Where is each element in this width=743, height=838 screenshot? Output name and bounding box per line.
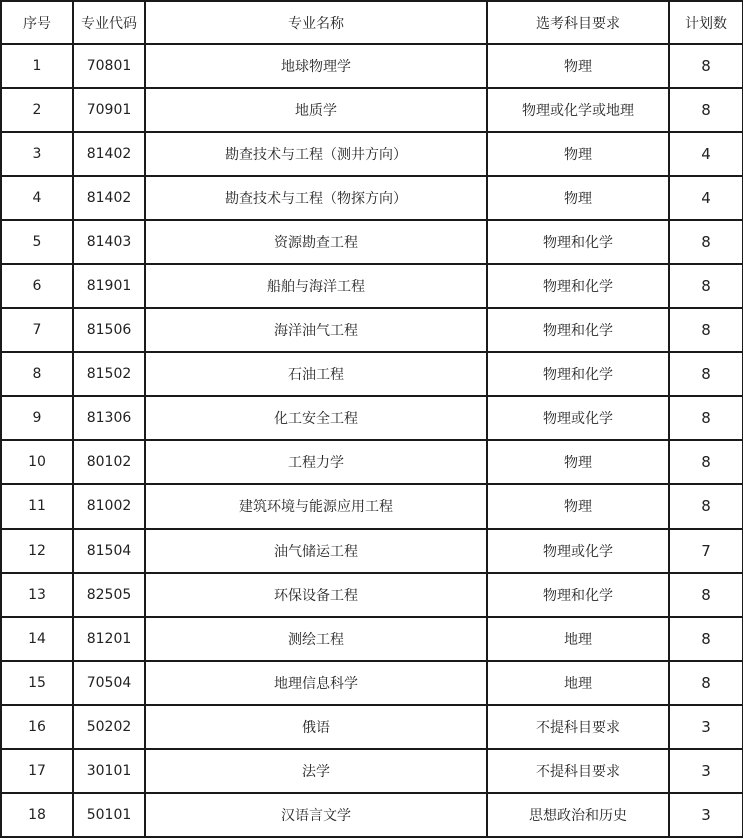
cell-major-name: 石油工程 — [145, 352, 487, 396]
cell-major-name: 建筑环境与能源应用工程 — [145, 484, 487, 528]
header-row — [1, 1, 743, 44]
cell-subject-requirement: 物理和化学 — [487, 220, 669, 264]
cell-seq: 15 — [1, 661, 73, 705]
table-row — [1, 749, 743, 793]
table-row — [1, 308, 743, 352]
cell-subject-requirement: 物理和化学 — [487, 308, 669, 352]
cell-major-code: 70901 — [73, 88, 145, 132]
table-row — [1, 88, 743, 132]
table-header — [1, 1, 743, 44]
cell-subject-requirement: 思想政治和历史 — [487, 793, 669, 837]
cell-plan-count: 3 — [669, 793, 743, 837]
cell-subject-requirement: 地理 — [487, 617, 669, 661]
table-row — [1, 44, 743, 88]
cell-plan-count: 7 — [669, 529, 743, 573]
cell-plan-count: 3 — [669, 749, 743, 793]
cell-major-code: 50202 — [73, 705, 145, 749]
table-row — [1, 440, 743, 484]
table-body — [1, 44, 743, 837]
cell-major-code: 70801 — [73, 44, 145, 88]
cell-seq: 2 — [1, 88, 73, 132]
cell-subject-requirement: 物理 — [487, 132, 669, 176]
table-row — [1, 352, 743, 396]
cell-major-name: 化工安全工程 — [145, 396, 487, 440]
cell-plan-count: 8 — [669, 661, 743, 705]
cell-major-name: 环保设备工程 — [145, 573, 487, 617]
cell-plan-count: 4 — [669, 132, 743, 176]
cell-seq: 11 — [1, 484, 73, 528]
cell-subject-requirement: 不提科目要求 — [487, 749, 669, 793]
table-row — [1, 573, 743, 617]
cell-major-name: 俄语 — [145, 705, 487, 749]
cell-major-name: 资源勘查工程 — [145, 220, 487, 264]
cell-major-name: 油气储运工程 — [145, 529, 487, 573]
cell-major-name: 勘查技术与工程（测井方向） — [145, 132, 487, 176]
cell-major-code: 81402 — [73, 176, 145, 220]
cell-subject-requirement: 物理 — [487, 484, 669, 528]
cell-major-code: 81504 — [73, 529, 145, 573]
cell-seq: 4 — [1, 176, 73, 220]
cell-major-name: 汉语言文学 — [145, 793, 487, 837]
cell-plan-count: 8 — [669, 220, 743, 264]
cell-subject-requirement: 物理和化学 — [487, 573, 669, 617]
header-subject-requirement: 选考科目要求 — [487, 1, 669, 44]
cell-subject-requirement: 不提科目要求 — [487, 705, 669, 749]
cell-seq: 14 — [1, 617, 73, 661]
cell-major-name: 勘查技术与工程（物探方向） — [145, 176, 487, 220]
cell-subject-requirement: 地理 — [487, 661, 669, 705]
cell-plan-count: 8 — [669, 308, 743, 352]
table-row — [1, 484, 743, 528]
cell-subject-requirement: 物理或化学或地理 — [487, 88, 669, 132]
header-plan-count: 计划数 — [669, 1, 743, 44]
cell-major-name: 船舶与海洋工程 — [145, 264, 487, 308]
header-seq: 序号 — [1, 1, 73, 44]
cell-major-code: 82505 — [73, 573, 145, 617]
cell-seq: 3 — [1, 132, 73, 176]
cell-major-name: 工程力学 — [145, 440, 487, 484]
cell-major-name: 测绘工程 — [145, 617, 487, 661]
cell-major-code: 30101 — [73, 749, 145, 793]
table-row — [1, 661, 743, 705]
table-row — [1, 220, 743, 264]
cell-seq: 17 — [1, 749, 73, 793]
table-row — [1, 617, 743, 661]
cell-major-name: 地理信息科学 — [145, 661, 487, 705]
header-major-code: 专业代码 — [73, 1, 145, 44]
cell-plan-count: 8 — [669, 352, 743, 396]
cell-major-code: 50101 — [73, 793, 145, 837]
header-major-name: 专业名称 — [145, 1, 487, 44]
table-row — [1, 396, 743, 440]
table-row — [1, 132, 743, 176]
cell-major-code: 80102 — [73, 440, 145, 484]
cell-major-code: 81002 — [73, 484, 145, 528]
cell-major-code: 81402 — [73, 132, 145, 176]
cell-major-name: 海洋油气工程 — [145, 308, 487, 352]
cell-subject-requirement: 物理 — [487, 44, 669, 88]
cell-seq: 5 — [1, 220, 73, 264]
cell-subject-requirement: 物理或化学 — [487, 529, 669, 573]
cell-seq: 12 — [1, 529, 73, 573]
cell-major-code: 81901 — [73, 264, 145, 308]
cell-subject-requirement: 物理 — [487, 176, 669, 220]
cell-subject-requirement: 物理和化学 — [487, 352, 669, 396]
table-row — [1, 705, 743, 749]
cell-plan-count: 4 — [669, 176, 743, 220]
cell-major-code: 70504 — [73, 661, 145, 705]
cell-seq: 8 — [1, 352, 73, 396]
cell-plan-count: 8 — [669, 396, 743, 440]
cell-plan-count: 8 — [669, 573, 743, 617]
cell-plan-count: 8 — [669, 440, 743, 484]
cell-major-name: 地质学 — [145, 88, 487, 132]
cell-seq: 9 — [1, 396, 73, 440]
cell-major-code: 81201 — [73, 617, 145, 661]
cell-seq: 13 — [1, 573, 73, 617]
table-row — [1, 529, 743, 573]
cell-plan-count: 8 — [669, 88, 743, 132]
cell-plan-count: 8 — [669, 484, 743, 528]
cell-seq: 6 — [1, 264, 73, 308]
cell-major-name: 法学 — [145, 749, 487, 793]
cell-subject-requirement: 物理或化学 — [487, 396, 669, 440]
table-row — [1, 264, 743, 308]
table-row — [1, 176, 743, 220]
cell-major-name: 地球物理学 — [145, 44, 487, 88]
cell-seq: 10 — [1, 440, 73, 484]
cell-subject-requirement: 物理和化学 — [487, 264, 669, 308]
cell-plan-count: 8 — [669, 44, 743, 88]
cell-plan-count: 8 — [669, 264, 743, 308]
cell-seq: 1 — [1, 44, 73, 88]
cell-plan-count: 8 — [669, 617, 743, 661]
cell-major-code: 81403 — [73, 220, 145, 264]
cell-major-code: 81506 — [73, 308, 145, 352]
cell-seq: 7 — [1, 308, 73, 352]
cell-plan-count: 3 — [669, 705, 743, 749]
cell-major-code: 81502 — [73, 352, 145, 396]
cell-seq: 16 — [1, 705, 73, 749]
cell-seq: 18 — [1, 793, 73, 837]
cell-subject-requirement: 物理 — [487, 440, 669, 484]
table-row — [1, 793, 743, 837]
cell-major-code: 81306 — [73, 396, 145, 440]
